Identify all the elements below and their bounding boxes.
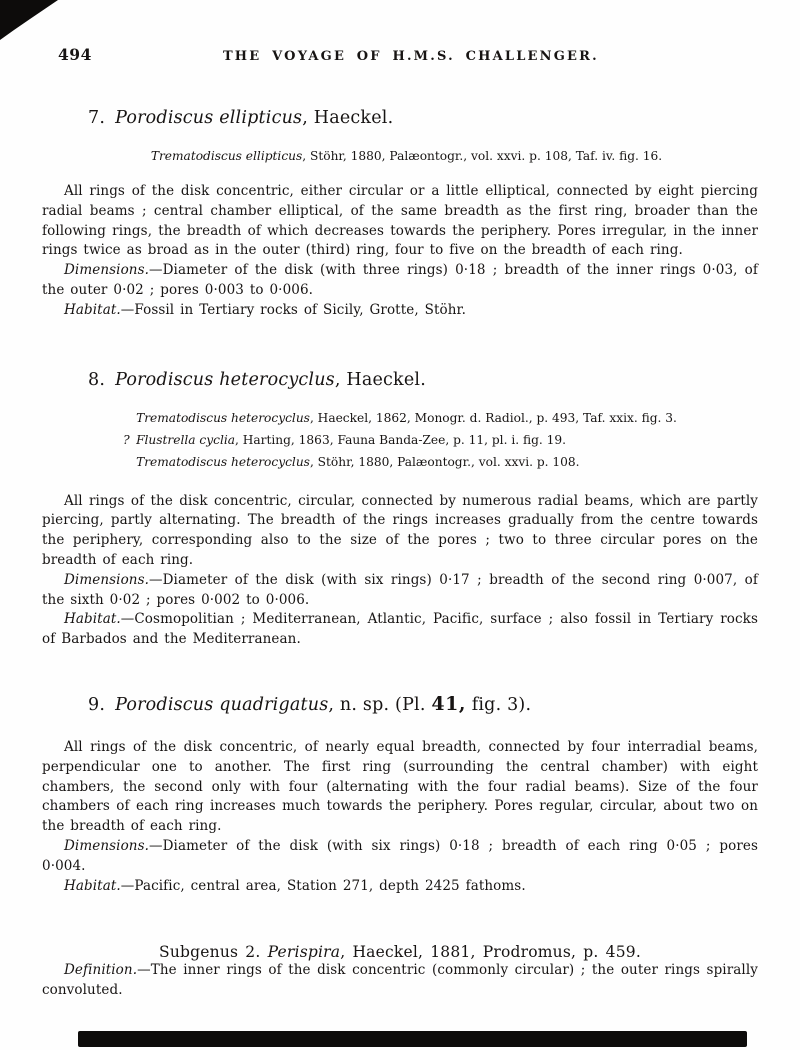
species-suffix: , n. sp. (Pl.: [328, 694, 432, 715]
citation-line: [123, 429, 677, 451]
species-number: 7.: [88, 108, 106, 128]
citation-line: [123, 407, 677, 429]
habitat-label: Habitat.: [64, 877, 121, 894]
habitat-label: Habitat.: [64, 301, 121, 318]
citation-reference: , Haeckel, 1862, Monogr. d. Radiol., p. 493, Taf. xxix. fig. 3.: [309, 410, 677, 425]
habitat-paragraph: [42, 610, 758, 650]
species-suffix-end: fig. 3).: [465, 694, 532, 715]
citation-line: [138, 145, 662, 167]
citation-reference: , Stöhr, 1880, Palæontogr., vol. xxvi. p. 108.: [309, 454, 580, 469]
synonym-citations-7: [138, 145, 662, 167]
citation-species: Trematodiscus heterocyclus: [136, 454, 310, 469]
citation-prefix: ?: [123, 432, 130, 447]
description-paragraph: All rings of the disk concentric, circular, connected by numerous radial beams, which are partly piercing, partly alternating. The breadth of the rings increases gradually from the centre towards the periphery, corresponding also to the size of the pores ; two to three circular pores on the breadth of each ring.: [42, 492, 758, 568]
citation-line: [123, 451, 677, 473]
plate-number: 41,: [431, 692, 466, 715]
species-author: , Haeckel.: [302, 108, 394, 128]
scan-blot-top-left: [0, 0, 58, 40]
habitat-paragraph: [42, 301, 758, 321]
citation-species: Flustrella cyclia: [136, 432, 236, 447]
running-head: [42, 45, 758, 64]
dimensions-text: —Diameter of the disk (with six rings) 0·17 ; breadth of the second ring 0·007, of the sixth 0·02 ; pores 0·002 to 0·006.: [42, 571, 758, 608]
subgenus-heading: [42, 943, 758, 961]
description-paragraph: All rings of the disk concentric, either circular or a little elliptical, connected by eight piercing radial beams ; central chamber elliptical, of the same breadth as the first ring, broader than the following rings, the breadth of which decreases towards the periphery. Pores irregular, in the inner rings twice as broad as in the outer (third) ring, four to five on the breadth of each ring.: [42, 183, 758, 259]
dimensions-paragraph: [42, 837, 758, 877]
citation-species: Trematodiscus heterocyclus: [136, 410, 310, 425]
subgenus-label: Subgenus 2.: [159, 943, 268, 962]
species-author: , Haeckel.: [334, 369, 426, 390]
species-name: Porodiscus ellipticus: [115, 108, 303, 128]
description-paragraph: All rings of the disk concentric, of nearly equal breadth, connected by four interradial beams, perpendicular one to another. The first ring (surrounding the central chamber) with eight chambers, the second only with four (alternating with the four radial beams). Size of the four chambers of each ring increases much towards the periphery. Pores regular, circular, about two on the breadth of each ring.: [42, 738, 758, 835]
species-section-7: [42, 108, 758, 321]
page-number: 494: [58, 45, 92, 64]
species-section-8: [42, 370, 758, 650]
dimensions-paragraph: [42, 261, 758, 301]
dimensions-text: —Diameter of the disk (with three rings) 0·18 ; breadth of the inner rings 0·03, of the outer 0·02 ; pores 0·003 to 0·006.: [42, 262, 758, 298]
citation-species: Trematodiscus ellipticus: [150, 149, 303, 163]
habitat-paragraph: [42, 877, 758, 897]
citation-reference: , Harting, 1863, Fauna Banda-Zee, p. 11, pl. i. fig. 19.: [235, 432, 567, 447]
running-title: THE VOYAGE OF H.M.S. CHALLENGER.: [222, 49, 599, 64]
definition-label: Definition.: [64, 962, 138, 979]
species-section-9: [42, 693, 758, 896]
dimensions-label: Dimensions.: [64, 571, 150, 588]
subgenus-name: Perispira: [267, 943, 341, 962]
definition-paragraph: [42, 961, 758, 1001]
species-number: 9.: [88, 694, 106, 715]
synonym-citations-8: [123, 407, 677, 473]
dimensions-paragraph: [42, 571, 758, 611]
scan-bar-bottom: [78, 1031, 747, 1047]
species-name: Porodiscus heterocyclus: [115, 369, 335, 390]
species-heading-8: [88, 370, 758, 390]
species-heading-9: [88, 693, 758, 715]
habitat-text: —Cosmopolitian ; Mediterranean, Atlantic, Pacific, surface ; also fossil in Tertiary rocks of Barbados and the Mediterranean.: [42, 611, 758, 648]
subgenus-reference: , Haeckel, 1881, Prodromus, p. 459.: [340, 943, 641, 962]
species-name: Porodiscus quadrigatus: [115, 694, 329, 715]
dimensions-text: —Diameter of the disk (with six rings) 0·18 ; breadth of each ring 0·05 ; pores 0·004.: [42, 837, 758, 874]
definition-text: —The inner rings of the disk concentric (commonly circular) ; the outer rings spirally convoluted.: [42, 962, 758, 999]
habitat-text: —Fossil in Tertiary rocks of Sicily, Grotte, Stöhr.: [120, 301, 466, 318]
species-heading-7: [88, 108, 758, 128]
habitat-text: —Pacific, central area, Station 271, depth 2425 fathoms.: [120, 877, 526, 894]
dimensions-label: Dimensions.: [64, 837, 150, 854]
species-number: 8.: [88, 369, 106, 390]
habitat-label: Habitat.: [64, 611, 121, 628]
citation-reference: , Stöhr, 1880, Palæontogr., vol. xxvi. p. 108, Taf. iv. fig. 16.: [302, 149, 663, 163]
dimensions-label: Dimensions.: [64, 262, 150, 279]
